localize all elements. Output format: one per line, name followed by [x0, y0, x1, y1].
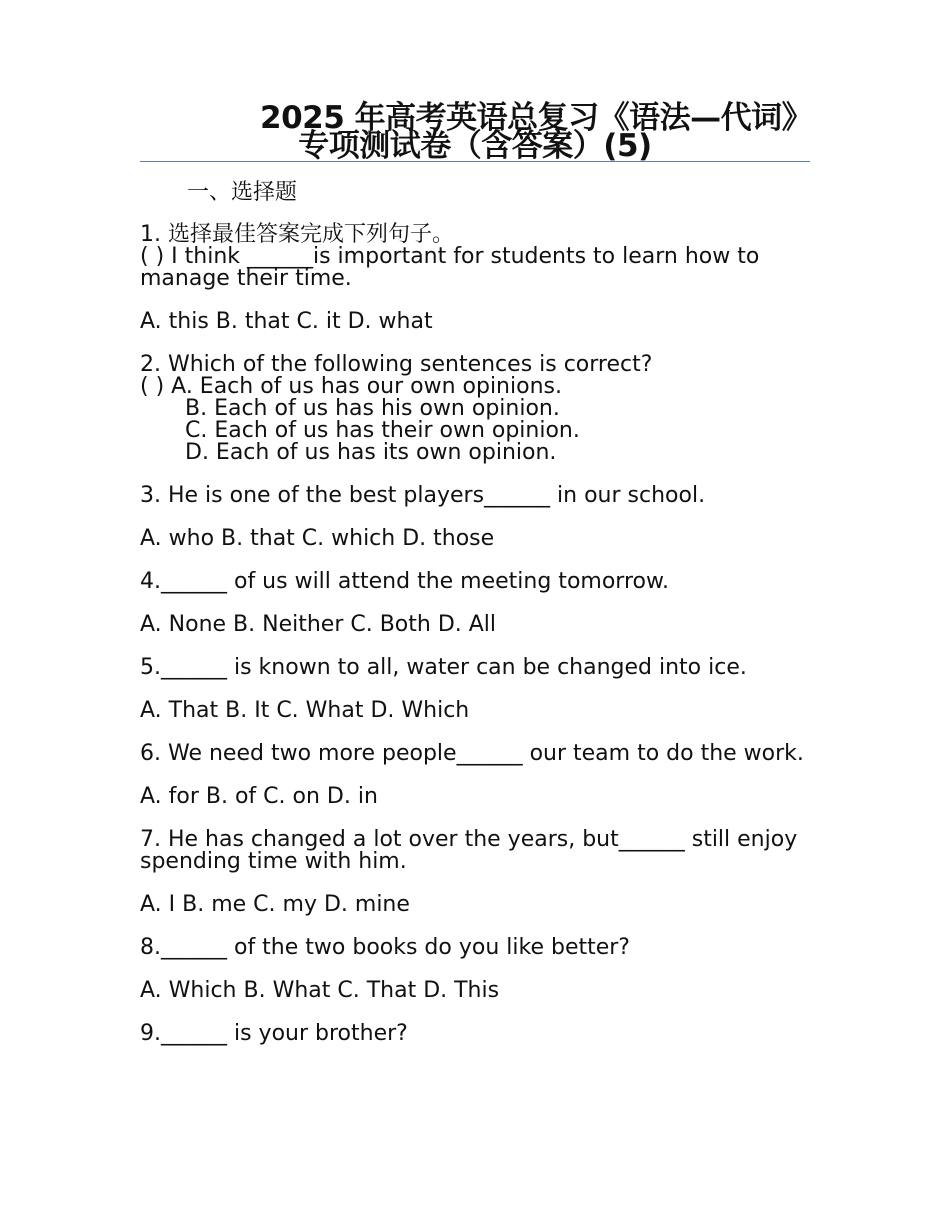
question-4-options	[140, 614, 820, 636]
question-8-options	[140, 980, 820, 1002]
question-7	[140, 829, 820, 873]
title-line-2: 专项测试卷（含答案）(5)	[298, 128, 652, 164]
question-3	[140, 485, 820, 507]
question-2	[140, 354, 820, 464]
question-9-stem: 9.______ is your brother?	[140, 1021, 408, 1046]
question-1-stem: 1. 选择最佳答案完成下列句子。	[140, 222, 454, 247]
question-9	[140, 1023, 820, 1045]
question-3-options-text: A. who B. that C. which D. those	[140, 526, 495, 551]
document-title	[140, 100, 813, 164]
question-7-options-text: A. I B. me C. my D. mine	[140, 892, 410, 917]
title-line-1: 2025 年高考英语总复习《语法—代词》	[260, 100, 813, 136]
section-heading: 一、选择题	[187, 180, 298, 205]
question-3-stem: 3. He is one of the best players______ in our school.	[140, 483, 706, 508]
question-1-sentence: ( ) I think ______is important for students to learn how to manage their time.	[140, 244, 760, 291]
question-4-stem: 4.______ of us will attend the meeting tomorrow.	[140, 569, 669, 594]
question-2-stem: 2. Which of the following sentences is correct?	[140, 352, 653, 377]
question-list	[140, 224, 820, 1066]
question-6-stem: 6. We need two more people______ our team to do the work.	[140, 741, 804, 766]
question-4-options-text: A. None B. Neither C. Both D. All	[140, 612, 497, 637]
question-1-options-text: A. this B. that C. it D. what	[140, 309, 433, 334]
question-5	[140, 657, 820, 679]
question-8-stem: 8.______ of the two books do you like better?	[140, 935, 630, 960]
question-5-options	[140, 700, 820, 722]
title-divider	[140, 161, 810, 162]
question-1-options	[140, 311, 820, 333]
question-4	[140, 571, 820, 593]
question-8	[140, 937, 820, 959]
question-8-options-text: A. Which B. What C. That D. This	[140, 978, 500, 1003]
question-2-option-c: C. Each of us has their own opinion.	[185, 418, 580, 443]
question-2-option-a: ( ) A. Each of us has our own opinions.	[140, 374, 562, 399]
question-5-stem: 5.______ is known to all, water can be changed into ice.	[140, 655, 747, 680]
question-5-options-text: A. That B. It C. What D. Which	[140, 698, 470, 723]
question-7-stem: 7. He has changed a lot over the years, but______ still enjoy spending time with him.	[140, 827, 798, 874]
question-3-options	[140, 528, 820, 550]
question-2-option-b: B. Each of us has his own opinion.	[185, 396, 560, 421]
question-6	[140, 743, 820, 765]
question-6-options-text: A. for B. of C. on D. in	[140, 784, 378, 809]
question-7-options	[140, 894, 820, 916]
question-1	[140, 224, 820, 290]
question-2-option-d: D. Each of us has its own opinion.	[185, 440, 557, 465]
question-6-options	[140, 786, 820, 808]
